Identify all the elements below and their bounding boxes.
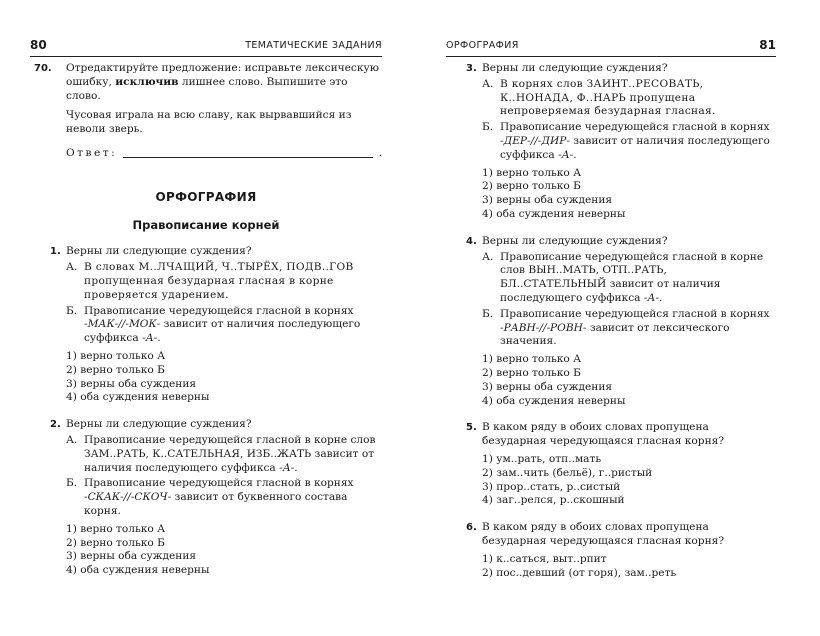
question-prompt: Верны ли следующие суждения? bbox=[482, 62, 668, 74]
question-5 bbox=[446, 421, 776, 508]
option-2[interactable]: 2) верно только Б bbox=[482, 366, 581, 379]
right-page bbox=[446, 0, 776, 636]
option-2[interactable]: 2) пос..девший (от горя), зам..реть bbox=[482, 566, 677, 579]
section-title: ОРФОГРАФИЯ bbox=[155, 189, 257, 204]
bold-word: исключив bbox=[115, 75, 179, 88]
question-number: 2. bbox=[50, 419, 61, 431]
question-number: 6. bbox=[466, 522, 477, 534]
answer-options bbox=[66, 523, 382, 578]
task-number: 70. bbox=[34, 63, 52, 74]
option-4[interactable]: 4) оба суждения неверны bbox=[66, 564, 210, 577]
option-2[interactable]: 2) верно только Б bbox=[66, 363, 165, 376]
statement-a: А. В корнях слов ЗАИНТ..РЕСОВАТЬ, К..НОНАДА, Ф..НАРЬ пропущена непроверяемая безударная гласная. bbox=[482, 77, 716, 118]
statement-a: А. В словах М..ЛЧАЩИЙ, Ч..ТЫРЁХ, ПОДВ..ГОВ пропущенная безударная гласная в корне проверяется ударением. bbox=[66, 261, 354, 301]
page-number: 81 bbox=[759, 38, 776, 52]
task-70-text: Отредактируйте предложение: исправьте лексическую ошибку, исключив лишнее слово. Выпишите это слово. bbox=[66, 62, 379, 102]
left-page-body bbox=[30, 62, 382, 591]
answer-options bbox=[66, 350, 382, 405]
task-70-sentence: Чусовая играла на всю славу, как вырвавшийся из неволи зверь. bbox=[66, 109, 352, 136]
statement-b: Б. Правописание чередующейся гласной в корнях -МАК-//-МОК- зависит от наличия последующего суффикса -А-. bbox=[66, 304, 361, 345]
right-page-body bbox=[446, 62, 776, 593]
answer-line[interactable] bbox=[123, 156, 372, 158]
left-page bbox=[30, 0, 382, 636]
statement-a: А. Правописание чередующейся гласной в корне слов ЗАМ..РАТЬ, К..САТЕЛЬНАЯ, ИЗБ..ЖАТЬ зависит от наличия последующего суффикса -А-. bbox=[66, 433, 376, 474]
answer-row bbox=[66, 147, 382, 161]
answer-label: Ответ: bbox=[66, 146, 118, 159]
option-4[interactable]: 4) оба суждения неверны bbox=[66, 391, 210, 404]
answer-options bbox=[482, 167, 776, 222]
question-number: 3. bbox=[466, 63, 477, 74]
option-2[interactable]: 2) верно только Б bbox=[482, 180, 581, 193]
answer-options bbox=[482, 453, 776, 508]
task-70 bbox=[30, 62, 382, 161]
option-4[interactable]: 4) оба суждения неверны bbox=[482, 207, 626, 220]
statement-a: А. Правописание чередующейся гласной в корне слов ВЫН..МАТЬ, ОТП..РАТЬ, БЛ..СТАТЕЛЬНЫЙ зависит от наличия последующего суффикса -А-. bbox=[482, 250, 764, 304]
statement-b: Б. Правописание чередующейся гласной в корнях -ДЕР-//-ДИР- зависит от наличия последующего суффикса -А-. bbox=[482, 121, 770, 161]
question-number: 1. bbox=[50, 246, 61, 258]
question-prompt: В каком ряду в обоих словах пропущена безударная чередующаяся гласная корня? bbox=[482, 421, 725, 448]
question-prompt: В каком ряду в обоих словах пропущена безударная чередующаяся гласная корня? bbox=[482, 521, 725, 547]
option-2[interactable]: 2) зам..чить (бельё), г..ристый bbox=[482, 466, 653, 479]
option-1[interactable]: 1) верно только А bbox=[482, 353, 582, 366]
subsection-title: Правописание корней bbox=[132, 217, 280, 232]
statement-b: Б. Правописание чередующейся гласной в корнях -СКАК-//-СКОЧ- зависит от буквенного состава корня. bbox=[66, 477, 354, 517]
option-3[interactable]: 3) верны оба суждения bbox=[66, 377, 197, 390]
option-3[interactable]: 3) прор..стать, р..систый bbox=[482, 480, 621, 493]
option-4[interactable]: 4) оба суждения неверны bbox=[482, 394, 626, 407]
option-1[interactable]: 1) верно только А bbox=[66, 349, 166, 362]
option-1[interactable]: 1) верно только А bbox=[482, 166, 582, 179]
option-1[interactable]: 1) ум..рать, отп..мать bbox=[482, 452, 602, 465]
option-3[interactable]: 3) верны оба суждения bbox=[482, 380, 613, 393]
question-1 bbox=[30, 245, 382, 405]
answer-options bbox=[482, 553, 776, 581]
question-2 bbox=[30, 418, 382, 578]
question-number: 5. bbox=[466, 422, 477, 434]
running-title: ОРФОГРАФИЯ bbox=[446, 40, 519, 51]
question-number: 4. bbox=[466, 235, 477, 247]
page-number: 80 bbox=[30, 38, 47, 52]
option-3[interactable]: 3) верны оба суждения bbox=[482, 194, 613, 207]
option-3[interactable]: 3) верны оба суждения bbox=[66, 550, 197, 563]
question-prompt: Верны ли следующие суждения? bbox=[482, 234, 668, 247]
running-title: ТЕМАТИЧЕСКИЕ ЗАДАНИЯ bbox=[245, 40, 382, 51]
option-1[interactable]: 1) к..саться, выт..рпит bbox=[482, 552, 607, 565]
statement-b: Б. Правописание чередующейся гласной в корнях -РАВН-//-РОВН- зависит от лексического значения. bbox=[482, 307, 770, 348]
answer-options bbox=[482, 353, 776, 408]
question-3 bbox=[446, 62, 776, 222]
question-4 bbox=[446, 235, 776, 409]
question-prompt: Верны ли следующие суждения? bbox=[66, 418, 252, 431]
option-1[interactable]: 1) верно только А bbox=[66, 522, 166, 535]
answer-end: . bbox=[378, 146, 382, 159]
question-prompt: Верны ли следующие суждения? bbox=[66, 245, 252, 258]
option-2[interactable]: 2) верно только Б bbox=[66, 536, 165, 549]
option-4[interactable]: 4) заг..релся, р..скошный bbox=[482, 494, 625, 507]
left-page-header bbox=[30, 38, 382, 57]
right-page-header bbox=[446, 38, 776, 57]
question-6 bbox=[446, 521, 776, 580]
